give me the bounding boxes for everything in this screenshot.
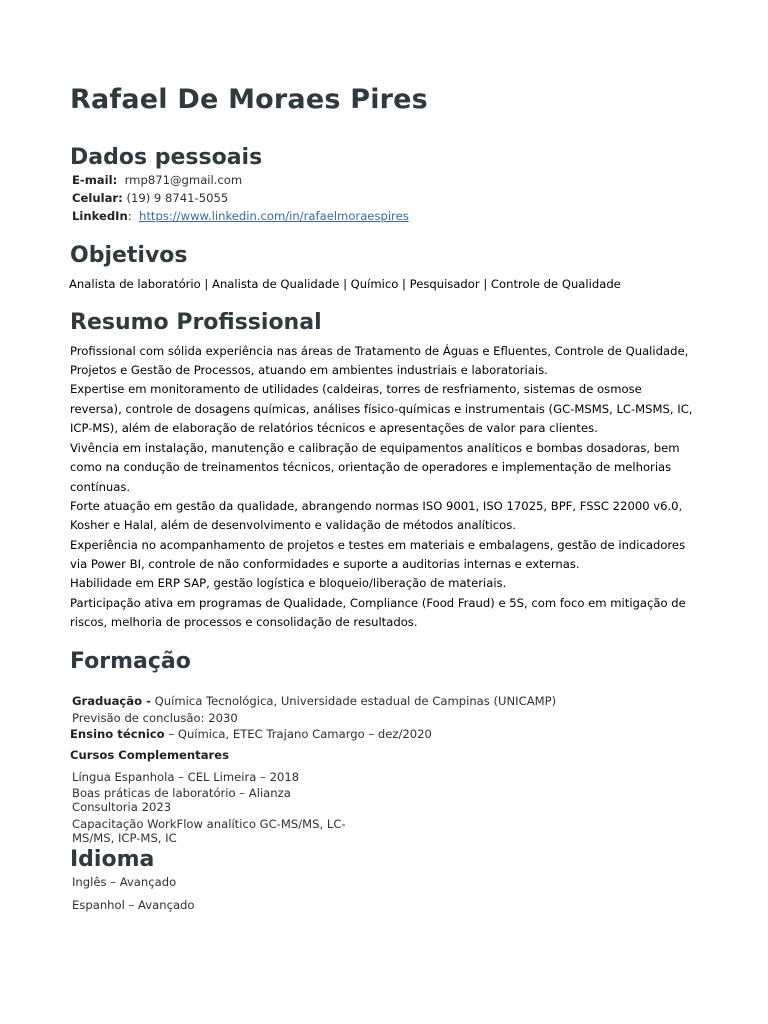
course-line: Boas práticas de laboratório – Alianza <box>72 786 291 800</box>
course-line: Consultoria 2023 <box>72 800 172 814</box>
summary-line: Forte atuação em gestão da qualidade, abrangendo normas ISO 9001, ISO 17025, BPF, FSSC 22000 v6.0, <box>70 499 683 513</box>
course-line: Língua Espanhola – CEL Limeira – 2018 <box>72 770 300 784</box>
linkedin-separator: : <box>127 209 132 223</box>
section-objetivos: Objetivos <box>70 243 188 268</box>
section-resumo-profissional: Resumo Profissional <box>70 310 322 335</box>
summary-line: contínuas. <box>70 480 131 494</box>
summary-line: via Power BI, controle de não conformidades e suporte a auditorias internas e externas. <box>70 557 580 571</box>
language-item: Inglês – Avançado <box>72 875 177 889</box>
summary-line: Experiência no acompanhamento de projetos e testes em materiais e embalagens, gestão de indicadores <box>70 538 686 552</box>
summary-line: ICP-MS), além de elaboração de relatórios técnicos e apresentações de valor para clientes. <box>70 421 598 435</box>
phone-value: (19) 9 8741-5055 <box>126 191 229 205</box>
email-value: rmp871@gmail.com <box>124 173 243 187</box>
summary-line: Vivência em instalação, manutenção e calibração de equipamentos analíticos e bombas dosadoras, bem <box>70 441 680 455</box>
candidate-name: Rafael De Moraes Pires <box>70 84 428 115</box>
phone-label: Celular: <box>72 191 123 205</box>
summary-line: Profissional com sólida experiência nas áreas de Tratamento de Águas e Efluentes, Controle de Qualidade, <box>70 344 689 358</box>
summary-line: Habilidade em ERP SAP, gestão logística e bloqueio/liberação de materiais. <box>70 576 507 590</box>
summary-line: reversa), controle de dosagens químicas, análises físico-químicas e instrumentais (GC-MSMS, LC-MSMS, IC, <box>70 402 693 416</box>
graduation-line <box>72 694 556 708</box>
course-line: Capacitação WorkFlow analítico GC-MS/MS, LC- <box>72 817 346 831</box>
email-line <box>72 173 242 187</box>
email-label: E-mail: <box>72 173 118 187</box>
section-idioma: Idioma <box>70 847 155 872</box>
graduation-forecast: Previsão de conclusão: 2030 <box>72 711 238 725</box>
technical-line <box>70 727 432 741</box>
course-line: MS/MS, ICP-MS, IC <box>72 831 177 845</box>
summary-line: Participação ativa em programas de Qualidade, Compliance (Food Fraud) e 5S, com foco em mitigação de <box>70 596 686 610</box>
graduation-label: Graduação - <box>72 694 151 708</box>
summary-line: Expertise em monitoramento de utilidades (caldeiras, torres de resfriamento, sistemas de osmose <box>70 382 642 396</box>
linkedin-label: LinkedIn <box>72 209 128 223</box>
technical-text: – Química, ETEC Trajano Camargo – dez/2020 <box>164 727 432 741</box>
linkedin-link[interactable]: https://www.linkedin.com/in/rafaelmoraespires <box>139 209 409 223</box>
summary-line: Kosher e Halal, além de desenvolvimento e validação de métodos analíticos. <box>70 518 516 532</box>
section-formacao: Formação <box>70 649 191 674</box>
summary-line: como na condução de treinamentos técnicos, orientação de operadores e implementação de melhorias <box>70 460 672 474</box>
language-item: Espanhol – Avançado <box>72 898 195 912</box>
summary-line: riscos, melhoria de processos e consolidação de resultados. <box>70 615 418 629</box>
linkedin-line <box>72 209 409 223</box>
courses-title: Cursos Complementares <box>70 748 230 762</box>
summary-line: Projetos e Gestão de Processos, atuando em ambientes industriais e laboratoriais. <box>70 363 548 377</box>
objectives-text: Analista de laboratório | Analista de Qualidade | Químico | Pesquisador | Controle de Qualidade <box>69 277 621 291</box>
technical-label: Ensino técnico <box>70 727 165 741</box>
graduation-text: Química Tecnológica, Universidade estadual de Campinas (UNICAMP) <box>150 694 557 708</box>
phone-line <box>72 191 228 205</box>
section-dados-pessoais: Dados pessoais <box>70 145 263 170</box>
